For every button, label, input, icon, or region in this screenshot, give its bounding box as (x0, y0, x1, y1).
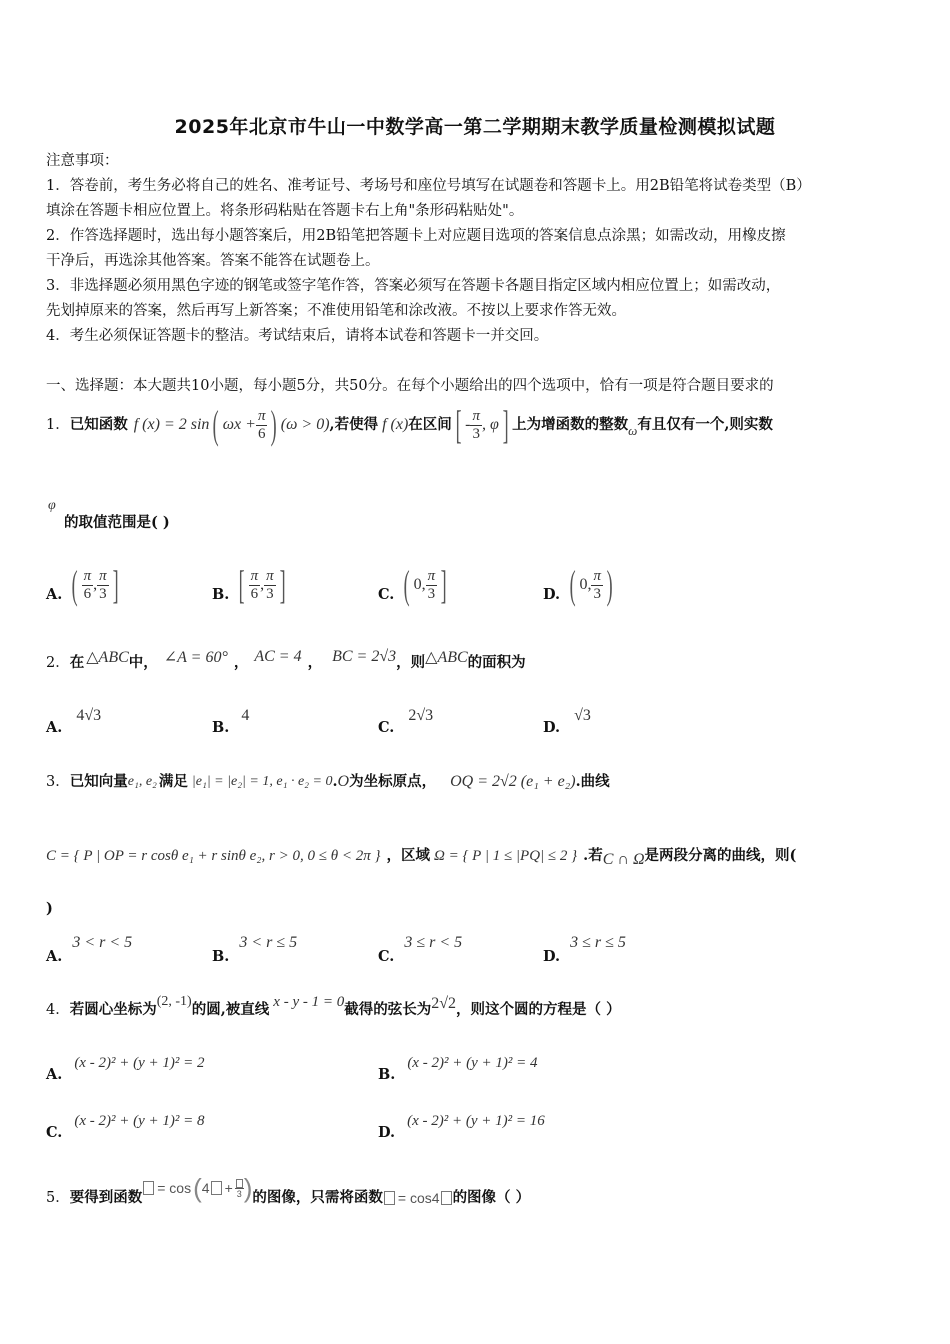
page-title: 2025年北京市牛山一中数学高一第二学期期末教学质量检测模拟试题 (174, 116, 776, 138)
option-label: A. (46, 585, 63, 603)
paren-right: ) (606, 562, 613, 607)
math-expression: (2, -1) (156, 994, 192, 1009)
option-a[interactable]: A.(x - 2)² + (y + 1)² = 2 (46, 1055, 205, 1083)
notice-heading: 注意事项： (46, 153, 119, 169)
option-b[interactable]: B.3 < r ≤ 5 (212, 934, 298, 965)
option-a[interactable]: A.4√3 (46, 707, 102, 736)
placeholder-glyph (384, 1191, 395, 1205)
fraction: 3 (235, 1177, 244, 1198)
option-b[interactable]: B. [ $\frac{\pi}{6}$ , $\frac{\pi}{3}$ ] (212, 562, 286, 607)
option-b[interactable]: B.(x - 2)² + (y + 1)² = 4 (378, 1055, 538, 1083)
fraction: $\frac{\pi}{6}$ (83, 567, 92, 602)
option-a[interactable]: A.3 < r < 5 (46, 934, 133, 965)
question-text: .曲线 (575, 773, 610, 790)
question-text: ， (233, 654, 249, 671)
question-text: 若圆心坐标为 (69, 1001, 157, 1018)
question-text: ) (46, 900, 53, 917)
fraction: $\frac{\pi}{3}$ (427, 567, 436, 602)
question-text: 上为增函数的整数 (512, 416, 629, 433)
paren-left: ( (213, 402, 220, 447)
math-expression: C ∩ Ω (602, 851, 645, 868)
question-number: 5． (46, 1190, 70, 1206)
math-expression: Ω = { P | 1 ≤ |PQ| ≤ 2 } (433, 847, 578, 864)
placeholder-glyph (143, 1181, 154, 1195)
question-text: 满足 (158, 773, 188, 790)
question-text: 的图像，只需将函数 (252, 1189, 383, 1206)
math-expression: BC = 2√3 (332, 648, 397, 665)
question-text: 的面积为 (467, 654, 526, 671)
math-expression: C = { P | OP = r cosθ e₁ + r sinθ e₂, r > 0, 0 ≤ θ < 2π } (46, 847, 381, 864)
notice-line: 干净后，再选涂其他答案。答案不能答在试题卷上。 (46, 253, 380, 269)
notice-line: 1．答卷前，考生务必将自己的姓名、准考证号、考场号和座位号填写在试题卷和答题卡上。用2B铅笔将试卷类型（B） (46, 178, 811, 194)
question-number: 4． (46, 1002, 70, 1018)
math-expression: , φ (481, 416, 499, 433)
paren-right: ) (271, 402, 278, 447)
question-1-line1 (46, 400, 773, 450)
question-text: 为坐标原点， (349, 773, 437, 790)
notice-line: 3．非选择题必须用黑色字迹的钢笔或签字笔作答，答案必须写在答题卡各题目指定区域内相应位置上；如需改动， (46, 278, 781, 294)
math-expression: |e₁| = |e₂| = 1, e₁ · e₂ = 0 (191, 774, 333, 789)
question-5 (46, 1172, 531, 1216)
bracket-right: ] (279, 562, 286, 607)
question-3-line1 (46, 764, 610, 800)
question-text: 在 (69, 654, 85, 671)
question-text: 的取值范围是( ) (64, 514, 170, 531)
notice-line: 2．作答选择题时，选出每小题答案后，用2B铅笔把答题卡上对应题目选项的答案信息点涂黑；如需改动，用橡皮擦 (46, 228, 786, 244)
notice-line: 先划掉原来的答案，然后再写上新答案；不准使用铅笔和涂改液。不按以上要求作答无效。 (46, 303, 626, 319)
bracket-right: ] (440, 562, 447, 607)
math-expression: (ω > 0) (280, 416, 330, 433)
math-expression: AC = 4 (254, 648, 302, 665)
question-text: 在区间 (408, 416, 452, 433)
question-4 (46, 994, 621, 1026)
math-expression: = cos4 (383, 1190, 453, 1206)
fraction: $\frac{\pi}{6}$ (257, 407, 266, 442)
question-text: 要得到函数 (69, 1189, 143, 1206)
section-heading: 一、选择题：本大题共10小题，每小题5分，共50分。在每个小题给出的四个选项中，恰有一项是符合题目要求的 (46, 378, 774, 394)
fraction: $\frac{\pi}{3}$ (99, 567, 107, 602)
option-a[interactable]: A. ( $\frac{\pi}{6}$ , $\frac{\pi}{3}$ ] (46, 562, 119, 607)
math-expression: OQ = 2√2 (e₁ + e₂) (450, 773, 576, 790)
fraction: $\frac{\pi}{3}$ (266, 567, 274, 602)
question-text: .若 (583, 847, 603, 864)
option-c[interactable]: C.3 ≤ r < 5 (378, 934, 463, 965)
option-label: C. (378, 585, 395, 603)
paren-left: ( (569, 562, 576, 607)
fraction: $\frac{\pi}{3}$ (593, 567, 601, 602)
fraction: $\frac{\pi}{6}$ (250, 567, 259, 602)
notice-line: 填涂在答题卡相应位置上。将条形码粘贴在答题卡右上角"条形码粘贴处"。 (46, 203, 524, 219)
question-text: 的图像（ ） (452, 1189, 531, 1206)
bracket-right: ] (112, 562, 119, 607)
option-d[interactable] (543, 560, 616, 610)
question-text: . (332, 773, 338, 790)
bracket-right: ] (502, 402, 509, 447)
math-expression: - (465, 416, 471, 433)
option-d[interactable]: D.(x - 2)² + (y + 1)² = 16 (378, 1113, 545, 1141)
fraction: $\frac{\pi}{3}$ (472, 407, 480, 442)
question-2 (46, 648, 526, 678)
math-expression: ωx + (222, 416, 256, 433)
question-text: 已知向量 (69, 773, 128, 790)
question-text: 已知函数 (69, 416, 128, 433)
question-text: ，区域 (386, 847, 430, 864)
math-expression: 0, (579, 576, 592, 593)
math-expression: △ABC (86, 649, 129, 666)
question-3-line2 (46, 838, 796, 874)
notice-line: 4．考生必须保证答题卡的整洁。考试结束后，请将本试卷和答题卡一并交回。 (46, 328, 549, 344)
math-expression: 2√2 (431, 995, 457, 1012)
option-label: B. (212, 585, 230, 603)
math-expression: f (x) = 2 sin (133, 416, 210, 433)
question-text: 截得的弦长为 (344, 1001, 432, 1018)
bracket-left: [ (238, 562, 245, 607)
question-text: ，则 (396, 654, 426, 671)
question-number: 2． (46, 655, 70, 671)
math-expression: △ABC (425, 649, 468, 666)
math-expression: = cos ( 4 + 3 ) (142, 1173, 252, 1204)
math-expression: e₁, e₂ (127, 774, 157, 789)
question-number: 1． (46, 417, 70, 433)
option-b[interactable]: B.4 (212, 707, 250, 736)
question-text: 有且仅有一个,则实数 (637, 416, 773, 433)
bracket-left: [ (455, 402, 462, 447)
math-expression: ω (628, 423, 638, 438)
option-c[interactable] (378, 560, 451, 610)
math-expression: O (337, 773, 350, 790)
math-expression: ∠A = 60° (163, 649, 228, 666)
question-text: 的圆,被直线 (191, 1001, 270, 1018)
option-c[interactable]: C.(x - 2)² + (y + 1)² = 8 (46, 1113, 205, 1141)
paren-left: ( (404, 562, 411, 607)
question-text: ，则这个圆的方程是（ ） (456, 1001, 621, 1018)
math-expression: f (x) (382, 416, 409, 433)
math-expression: φ (48, 498, 56, 513)
paren-left: ( (71, 562, 78, 607)
math-expression: 0, (413, 576, 426, 593)
option-label: D. (543, 585, 561, 603)
math-expression: x - y - 1 = 0 (273, 993, 345, 1010)
option-d[interactable]: D.√3 (543, 707, 591, 736)
question-text: 是两段分离的曲线，则( (644, 847, 797, 864)
question-text: 中， (128, 654, 158, 671)
option-c[interactable]: C.2√3 (378, 707, 434, 736)
question-text: ， (307, 654, 323, 671)
question-text: ,若使得 (329, 416, 379, 433)
option-d[interactable]: D.3 ≤ r ≤ 5 (543, 934, 626, 965)
question-number: 3． (46, 774, 70, 790)
